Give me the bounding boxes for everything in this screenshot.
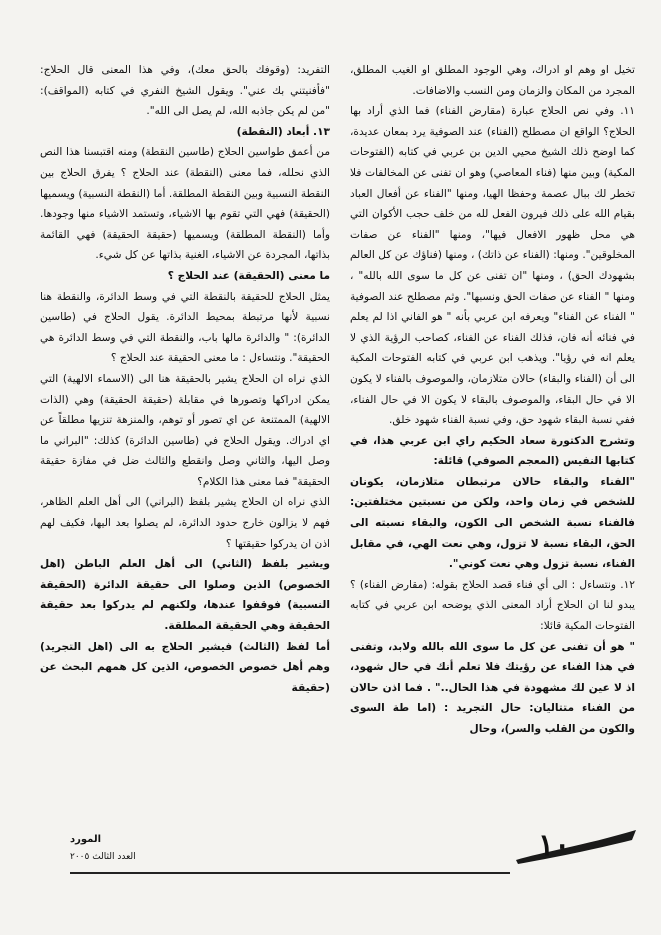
paragraph: "الفناء والبقاء حالان مرتبطان متلازمان، يكونان للشخص في زمان واحد، ولكن من نسبتين مختلفتين: فالفناء نسبة الشخص الى الكون، والبقاء نسبته الى الحق، البقاء نسبة لا تزول، وهي نعت الهي، في مقابل الفناء، نسبة تزول وهي نعت كوني". [350, 475, 635, 571]
paragraph: ويشير بلفظ (الثاني) الى أهل العلم الباطن (اهل الخصوص) الذين وصلوا الى حقيقة الدائرة (الحقيقة النسبية) فوقفوا عندها، ولكنهم لم يدركوا بعد حقيقة الحقيقة وهي الحقيقة المطلقة. [40, 558, 330, 633]
section-heading: ١٣. أبعاد (النقطة) [236, 125, 330, 138]
paragraph: الذي نراه ان الحلاج يشير بلفظ (البراني) الى أهل العلم الظاهر، فهم لا يزالون خارج حدود الدائرة، لم يصلوا بعد اليها، فكيف لهم اذن ان يدركوا حقيقتها ؟ [40, 496, 330, 550]
left-column [40, 60, 330, 698]
paragraph: يمثل الحلاج للحقيقة بالنقطة التي في وسط الدائرة، والنقطة هنا نسبية لأنها مرتبطة بمحيط الدائرة. يقول الحلاج في (طاسين الدائرة): " والدائرة مالها باب، والنقطة التي في وسط الدائرة هي الحقيقة". ونتساءل : ما معنى الحقيقة عند الحلاج ؟ [40, 290, 330, 365]
footer-divider [70, 872, 510, 874]
paragraph: التفريد: (وقوفك بالحق معك)، وفي هذا المعنى قال الحلاج: "فأفنيتني بك عني". ويقول الشيخ النفري في كتابه (المواقف): "من لم يكن جاذبه الله، لم يصل الى الله". [40, 64, 330, 118]
issue-label: العدد الثالث ٢٠٠٥ [70, 852, 136, 862]
paragraph: ١٢. ونتساءل : الى أي فناء قصد الحلاج بقوله: (مقارض الفناء) ؟ يبدو لنا ان الحلاج أراد المعنى الذي يوضحه ابن عربي في كتابه الفتوحات المكية قائلا: [350, 578, 635, 633]
right-column [350, 60, 635, 740]
paragraph: تخيل او وهم او ادراك، وهي الوجود المطلق او الغيب المطلق، المجرد من المكان والزمان ومن النسب والاضافات. [350, 64, 635, 97]
paragraph: أما لفظ (الثالث) فيشير الحلاج به الى (اهل التجريد) وهم أهل خصوص الخصوص، الذين كل همهم البحث عن (حقيقة [40, 640, 330, 694]
magazine-name: المورد [70, 834, 102, 845]
paragraph: ١١. وفي نص الحلاج عبارة (مقارض الفناء) فما الذي أراد بها الحلاج؟ الواقع ان مصطلح (الفناء) عند الصوفية يرد بمعان عديدة، كما اوضح ذلك الشيخ محيي الدين بن عربي في كتابه (الفتوحات المكية) وبين منها (فناء المعاصي) وهو ان تفنى عن المخالفات فلا تخطر لك ببال عصمة وحفظا الهيا، ومنها "الفناء عن أفعال العباد بقيام الله على ذلك فيرون الفعل لله من خلف حجب الأكوان التي هي محل ظهور الافعال فيها"، ومنها "الفناء عن صفات المخلوقين". ومنها: (الفناء عن ذاتك) ، ومنها (فناؤك عن كل العالم بشهودك الحق) ، ومنها "ان تفنى عن كل ما سوى الله بالله" ، ومنها " الفناء عن صفات الحق ونسبها". وثم مصطلح عند الصوفية " الفناء عن الفناء" ويعرفه ابن عربي بأنه " هو الفاني اذا لم يعلم في فنائه أنه فان، فذلك الفناء عن الفناء، كصاحب الرؤية الذي لا يعلم انه في رؤيا". ويذهب ابن عربي في كتابه الفتوحات المكية الى أن (الفناء والبقاء) حالان متلازمان، والموصوف بالفناء لا يكون الا في حال البقاء، والموصوف بالبقاء لا يكون الا في حال الفناء، ففي نسبة البقاء شهود حق، وفي نسبة الفناء شهود خلق. [350, 105, 635, 427]
page-number: ١٠ [538, 828, 571, 863]
paragraph: وتشرح الدكتورة سعاد الحكيم راي ابن عربي هذا، في كتابها النفيس (المعجم الصوفي) قائلة: [350, 434, 635, 468]
question-heading: ما معنى (الحقيقة) عند الحلاج ؟ [167, 269, 330, 282]
paragraph: " هو أن تفنى عن كل ما سوى الله بالله ولابد، وتفنى في هذا الفناء عن رؤيتك فلا تعلم أنك في حال شهود، اذ لا عين لك مشهودة في هذا الحال.." . فما اذن حالان من الفناء متتاليان: حال التجريد : (اما طة السوى والكون من القلب والسر)، وحال [350, 640, 635, 735]
paragraph: من أعمق طواسين الحلاج (طاسين النقطة) ومنه اقتبسنا هذا النص الذي نحلله، فما معنى (النقطة) عند الحلاج ؟ يفرق الحلاج بين النقطة النسبية وبين النقطة المطلقة. أما (النقطة النسبية) ويسميها (الحقيقة) فهي التي تقوم بها الاشياء، وتستمد الاشياء منها وجودها. وأما (النقطة المطلقة) ويسميها (حقيقة الحقيقة) فهي القائمة بذاتها، المجردة عن الاشياء، الغنية بذاتها عن كل شيء. [40, 146, 330, 262]
paragraph: الذي نراه ان الحلاج يشير بالحقيقة هنا الى (الاسماء الالهية) التي يمكن ادراكها وتصورها في مقابلة (حقيقة الحقيقة) وهي (الذات الالهية) الممتنعة عن اي تصور أو توهم، والمنزهة تنزيها مطلقاً عن اي ادراك. ويقول الحلاج في (طاسين الدائرة) كذلك: "البراني ما وصل اليها، والثاني وصل وانقطع والثالث ضل في مفازة حقيقة الحقيقة" فما معنى هذا الكلام؟ [40, 372, 330, 488]
page-number-brush-decoration [512, 826, 640, 866]
